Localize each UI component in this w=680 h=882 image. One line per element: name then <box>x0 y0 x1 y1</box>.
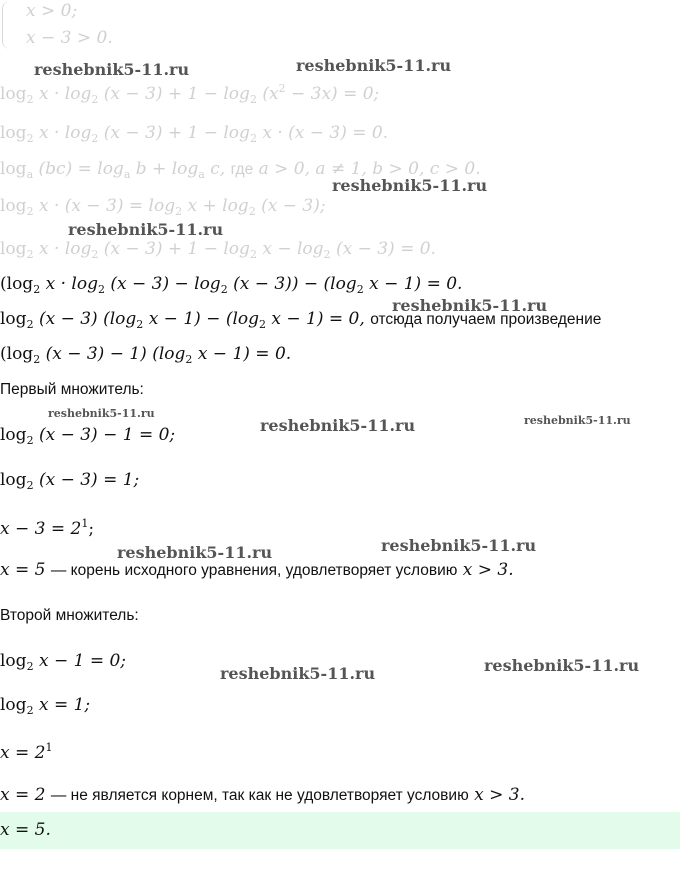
watermark: reshebnik5-11.ru <box>392 296 548 315</box>
step-4: $\log_2 x \cdot (x - 3) = \log_2 x + \log_2 (x - 3)$; <box>0 196 326 218</box>
answer: x = 5. <box>0 820 51 840</box>
watermark: reshebnik5-11.ru <box>296 56 452 75</box>
second-factor-heading: Второй множитель: <box>0 607 139 624</box>
step-8: ($\log_2$ (x − 3) − 1) ($\log_2$ x − 1) = 0. <box>0 344 292 366</box>
watermark: reshebnik5-11.ru <box>220 664 376 683</box>
step-3-log-property: $\log_a (bc) = \log_a b + \log_a c$, где a > 0, a ≠ 1, b > 0, c > 0. <box>0 159 481 181</box>
system-line-2: x − 3 > 0. <box>26 28 113 48</box>
first-factor-line-4: x = 5 — корень исходного уравнения, удовлетворяет условию x > 3. <box>0 560 514 580</box>
step-7: $\log_2 (x - 3)$ ($\log_2$ $x - 1) - (\log_2$ x − 1) = 0, отсюда получаем произведение <box>0 309 602 331</box>
watermark: reshebnik5-11.ru <box>524 414 631 427</box>
second-factor-line-3: $x = 2^1$ <box>0 741 53 763</box>
first-factor-line-3: $x - 3 = 2^1$; <box>0 517 95 539</box>
first-factor-line-1: $\log_2 (x - 3) - 1 = 0$; <box>0 425 176 447</box>
watermark: reshebnik5-11.ru <box>117 543 273 562</box>
step-6: ($\log_2$ $x \cdot \log_2 (x - 3) - \log_2 (x - 3)) - (\log_2$ x − 1) = 0. <box>0 274 463 296</box>
system-brace <box>2 1 17 49</box>
first-factor-heading: Первый множитель: <box>0 381 144 398</box>
second-factor-line-1: $\log_2 x - 1 = 0$; <box>0 651 127 673</box>
answer-highlight <box>0 812 680 849</box>
watermark: reshebnik5-11.ru <box>34 60 190 79</box>
first-factor-line-2: $\log_2 (x - 3) = 1$; <box>0 470 140 492</box>
second-factor-line-2: $\log_2 x = 1$; <box>0 695 91 717</box>
watermark: reshebnik5-11.ru <box>68 220 224 239</box>
watermark: reshebnik5-11.ru <box>484 656 640 675</box>
second-factor-line-4: x = 2 — не является корнем, так как не удовлетворяет условию x > 3. <box>0 785 525 805</box>
step-1: $\log_2 x \cdot \log_2 (x - 3) + 1 - \log_2 (x^2 - 3x) = 0$; <box>0 82 380 106</box>
step-2: $\log_2 x \cdot \log_2 (x - 3) + 1 - \log_2 x \cdot (x - 3) = 0$. <box>0 123 389 145</box>
watermark: reshebnik5-11.ru <box>260 416 416 435</box>
system-line-1: x > 0; <box>26 1 78 21</box>
step-7-text: отсюда получаем произведение <box>370 311 602 328</box>
watermark: reshebnik5-11.ru <box>332 176 488 195</box>
watermark: reshebnik5-11.ru <box>381 536 537 555</box>
step-5: $\log_2 x \cdot \log_2 (x - 3) + 1 - \log_2 x - \log_2 (x - 3) = 0$. <box>0 239 436 261</box>
watermark: reshebnik5-11.ru <box>48 407 155 420</box>
